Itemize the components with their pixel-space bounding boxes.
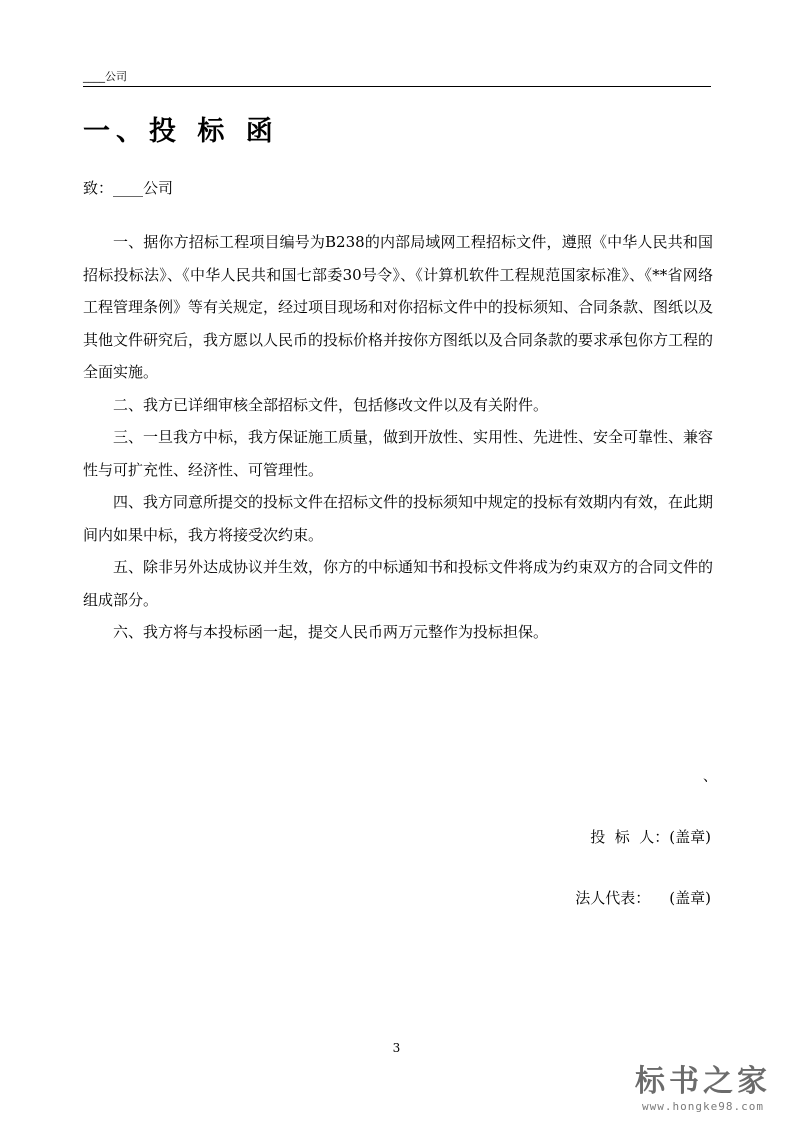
letter-body [83,226,713,649]
signature-bidder: 投 标 人：(盖章) [590,828,711,846]
paragraph-4: 四、我方同意所提交的投标文件在招标文件的投标须知中规定的投标有效期内有效，在此期间内如果中标，我方将接受次约束。 [83,493,714,544]
paragraph-5: 五、除非另外达成协议并生效，你方的中标通知书和投标文件将成为约束双方的合同文件的组成部分。 [83,558,714,609]
paragraph-1: 一、据你方招标工程项目编号为B238的内部局域网工程招标文件，遵照《中华人民共和国招标投标法》、《中华人民共和国七部委30号令》、《计算机软件工程规范国家标准》、《**省网络工程管理条例》等有关规定，经过项目现场和对你招标文件中的投标须知、合同条款、图纸以及其他文件研究后，我方愿以人民币的投标价格并按你方图纸以及合同条款的要求承包你方工程的全面实施。 [83,233,714,381]
page-number: 3 [392,1041,401,1055]
paragraph-2: 二、我方已详细审核全部招标文件，包括修改文件以及有关附件。 [113,395,549,414]
document-title: 一、投 标 函 [83,116,279,147]
paragraph-3: 三、一旦我方中标，我方保证施工质量，做到开放性、实用性、先进性、安全可靠性、兼容性与可扩充性、经济性、可管理性。 [83,428,714,479]
paragraph-6: 六、我方将与本投标函一起，提交人民币两万元整作为投标担保。 [113,623,549,641]
header-company: ____公司 [83,70,127,83]
watermark-logo: 标书之家 [635,1064,771,1099]
watermark [623,1064,783,1114]
signature-legal-rep: 法人代表： (盖章) [575,889,711,907]
page-header [83,70,711,87]
salutation: 致：____公司 [83,179,174,197]
stray-mark: 、 [703,769,717,785]
watermark-url: www.hongke98.com [642,1100,764,1113]
